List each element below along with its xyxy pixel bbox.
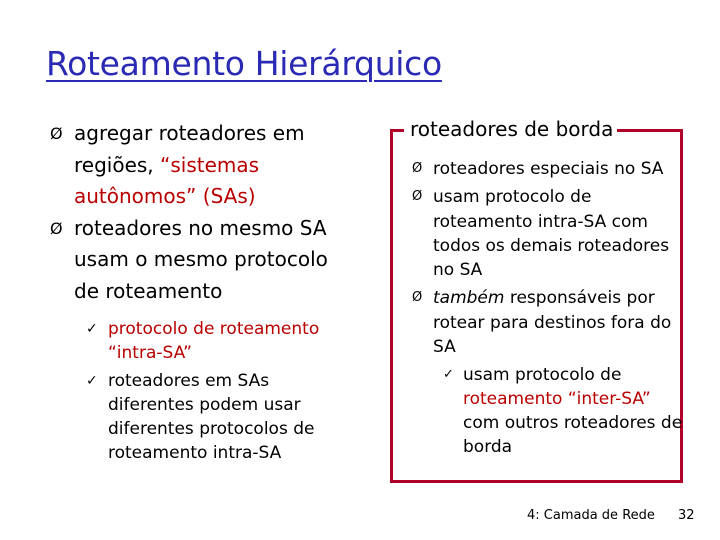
checkmark-bullet-icon: ✓ [443, 367, 454, 383]
arrow-bullet-icon: Ø [412, 161, 423, 176]
bullet-text: roteadores no mesmo SA usam o mesmo protocolo de roteamento [74, 215, 328, 303]
bullet-highlight: “sistemas autônomos” (SAs) [74, 152, 260, 208]
left-column [46, 118, 356, 465]
arrow-bullet-icon: Ø [412, 189, 423, 205]
bullet-text: agregar roteadores em regiões, [74, 121, 305, 177]
sub-bullet-highlight: roteamento “inter-SA” [463, 389, 651, 410]
arrow-bullet-icon: Ø [50, 124, 63, 143]
checkmark-bullet-icon: ✓ [86, 373, 98, 389]
bullet-item [390, 286, 690, 359]
bullet-item [390, 185, 690, 282]
sub-bullet-item [46, 369, 356, 465]
bullet-item [46, 118, 356, 213]
bullet-italic: também [433, 288, 505, 309]
bullet-text: usam protocolo de roteamento intra-SA com todos os demais roteadores no SA [433, 187, 670, 281]
right-column [390, 157, 690, 459]
page-number: 32 [678, 508, 695, 523]
arrow-bullet-icon: Ø [50, 218, 63, 238]
sub-bullet-text: com outros roteadores de borda [463, 413, 683, 458]
box-label: roteadores de borda [404, 116, 617, 142]
sub-bullet-highlight: protocolo de roteamento “intra-SA” [108, 319, 320, 363]
footer-chapter: 4: Camada de Rede [527, 508, 655, 523]
bullet-text: responsáveis por rotear para destinos fora do SA [433, 288, 672, 358]
bullet-item [46, 213, 356, 308]
sub-bullet-text: usam protocolo de [463, 365, 622, 386]
sub-bullet-text: roteadores em SAs diferentes podem usar diferentes protocolos de roteamento intra-SA [108, 371, 315, 463]
bullet-text: roteadores especiais no SA [433, 159, 664, 179]
sub-bullet-item [390, 363, 690, 459]
slide-title: Roteamento Hierárquico [46, 44, 442, 83]
checkmark-bullet-icon: ✓ [86, 321, 98, 337]
arrow-bullet-icon: Ø [412, 290, 423, 306]
sub-bullet-item [46, 317, 356, 365]
bullet-item [390, 157, 690, 181]
